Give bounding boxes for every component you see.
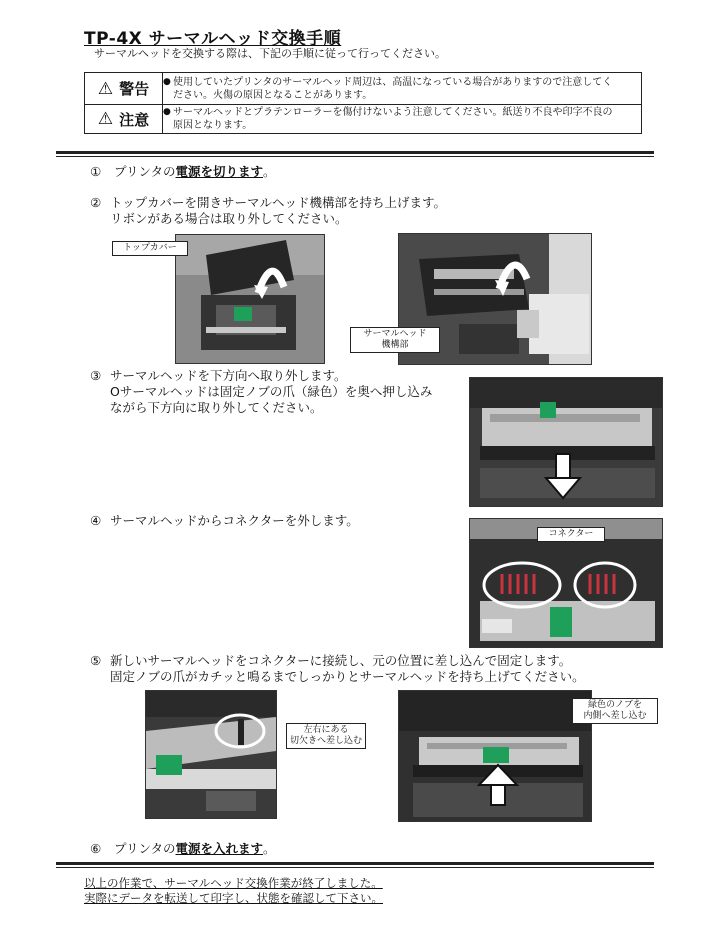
callout-line: サーマルヘッド	[363, 329, 427, 339]
step-text: リボンがある場合は取り外してください。	[110, 211, 348, 226]
warning-row	[85, 73, 641, 105]
bullet-icon: ●	[163, 77, 171, 87]
step-text: トップカバーを開きサーマルヘッド機構部を持ち上げます。	[110, 195, 447, 210]
step-emphasis: 電源を入れます	[175, 841, 264, 856]
step-text: 固定ノブの爪がカチッと鳴るまでしっかりとサーマルヘッドを持ち上げてください。	[110, 669, 585, 684]
step-4	[90, 513, 359, 529]
callout-connector: コネクター	[537, 527, 605, 542]
warning-text-line: 使用していたプリンタのサーマルヘッド周辺は、高温になっている場合がありますので注意してく	[173, 77, 613, 88]
step-text: 新しいサーマルヘッドをコネクターに接続し、元の位置に差し込んで固定します。	[110, 653, 572, 668]
page-title: TP-4X サーマルヘッド交換手順	[84, 29, 342, 49]
callout-line: 機構部	[381, 340, 409, 350]
callout-line: 左右にある	[303, 725, 349, 735]
warning-label-cell	[85, 73, 163, 104]
divider	[56, 151, 654, 154]
step-number: ③	[90, 368, 102, 383]
step-text: 。	[263, 841, 276, 856]
remove-head-illustration	[470, 378, 662, 506]
step-2	[90, 195, 446, 227]
divider	[56, 862, 654, 865]
green-knob-illustration	[399, 691, 591, 821]
caution-text-line: サーマルヘッドとプラテンローラーを傷付けないよう注意してください。紙送り不良や印字不良の	[173, 107, 613, 118]
step-text: プリンタの	[113, 164, 176, 179]
step-3	[90, 368, 432, 416]
step-text: プリンタの	[113, 841, 176, 856]
step-text: サーマルヘッドを下方向へ取り外します。	[110, 368, 347, 383]
insert-notch-illustration	[146, 691, 276, 818]
divider	[56, 867, 654, 868]
callout-notch	[286, 723, 366, 749]
caution-row	[85, 105, 641, 133]
step-text: Oサーマルヘッドは固定ノブの爪（緑色）を奥へ押し込み	[110, 384, 433, 399]
step-6	[90, 841, 276, 857]
caution-label-cell	[85, 105, 163, 133]
step-number: ①	[90, 164, 102, 179]
closing-line-2: 実際にデータを転送して印字し、状態を確認して下さい。	[84, 891, 383, 905]
callout-line: 切欠きへ差し込む	[290, 736, 363, 746]
photo-insert-notch	[145, 690, 277, 819]
step-emphasis: 電源を切ります	[175, 164, 264, 179]
step-number: ⑤	[90, 653, 102, 668]
warning-label: 警告	[119, 80, 150, 98]
step-text: 。	[263, 164, 276, 179]
photo-green-knob	[398, 690, 592, 822]
page-subtitle: サーマルヘッドを交換する際は、下記の手順に従って行ってください。	[94, 47, 446, 60]
caution-label: 注意	[119, 110, 150, 129]
step-number: ④	[90, 513, 102, 528]
closing-line-1: 以上の作業で、サーマルヘッド交換作業が終了しました。	[84, 876, 383, 890]
step-5	[90, 653, 585, 685]
step-number: ②	[90, 195, 102, 210]
step-number: ⑥	[90, 841, 102, 856]
step-text: ながら下方向に取り外してください。	[110, 400, 323, 415]
callout-line: 内側へ差し込む	[583, 711, 647, 721]
printer-top-cover-illustration	[176, 235, 324, 363]
photo-top-cover	[175, 234, 325, 364]
warning-table	[84, 72, 642, 134]
divider	[56, 156, 654, 157]
warning-triangle-icon: ⚠	[97, 78, 114, 99]
callout-line: 緑色のノブを	[587, 700, 642, 710]
warning-text	[163, 76, 633, 102]
step-text: サーマルヘッドからコネクターを外します。	[110, 513, 359, 528]
warning-text-line: ださい。火傷の原因となることがあります。	[173, 90, 373, 101]
photo-remove-head	[469, 377, 663, 507]
bullet-icon: ●	[163, 107, 171, 117]
callout-top-cover: トップカバー	[112, 241, 188, 256]
caution-text-line: 原因となります。	[173, 120, 253, 131]
step-1	[90, 164, 276, 180]
callout-head-mechanism	[350, 327, 440, 353]
callout-knob	[572, 698, 658, 724]
caution-text	[163, 106, 633, 132]
warning-triangle-icon: ⚠	[97, 109, 114, 129]
